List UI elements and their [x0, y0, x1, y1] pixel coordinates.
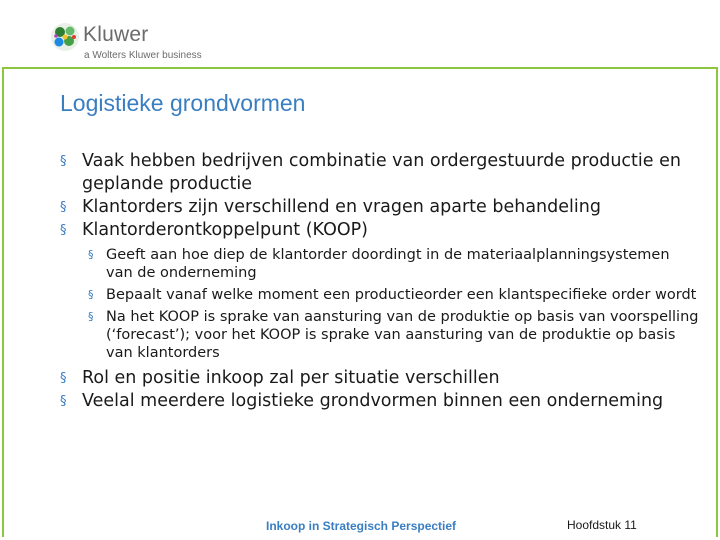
- slide-title: Logistieke grondvormen: [60, 90, 306, 116]
- bullet-text: Rol en positie inkoop zal per situatie verschillen: [82, 368, 500, 388]
- sub-bullet-text: Geeft aan hoe diep de klantorder doordingt in de materiaalplanningsystemen van de onderneming: [106, 247, 670, 281]
- kluwer-logo: [50, 20, 250, 64]
- bullet-icon: §: [60, 223, 67, 238]
- list-item: [60, 367, 700, 390]
- sub-list-item: [82, 308, 700, 362]
- logo-tagline: a Wolters Kluwer business: [84, 50, 202, 61]
- sub-bullet-text: Na het KOOP is sprake van aansturing van de produktie op basis van voorspelling (‘forecast’); voor het KOOP is sprake van aansturing van de produktie op basis van klantorders: [106, 309, 699, 361]
- bullet-icon: §: [60, 394, 67, 409]
- bullet-icon: §: [60, 371, 67, 386]
- bullet-list: [60, 150, 700, 413]
- sub-bullet-list: [82, 246, 700, 362]
- bullet-text: Klantorders zijn verschillend en vragen aparte behandeling: [82, 197, 601, 217]
- bullet-text: Vaak hebben bedrijven combinatie van ordergestuurde productie en geplande productie: [82, 151, 681, 194]
- bullet-text: Klantorderontkoppelpunt (KOOP): [82, 220, 369, 240]
- sub-list-item: [82, 246, 700, 282]
- kluwer-globe-icon: [50, 22, 80, 52]
- list-item: [60, 390, 700, 413]
- sub-bullet-icon: §: [88, 248, 94, 261]
- list-item: [60, 196, 700, 219]
- list-item: [60, 150, 700, 196]
- sub-bullet-text: Bepaalt vanaf welke moment een productieorder een klantspecifieke order wordt: [106, 287, 697, 303]
- bullet-icon: §: [60, 200, 67, 215]
- footer-title: Inkoop in Strategisch Perspectief: [266, 519, 457, 533]
- sub-bullet-icon: §: [88, 310, 94, 323]
- chapter-label: Hoofdstuk 11: [567, 518, 637, 532]
- sub-list-item: [82, 286, 700, 304]
- list-item: [60, 219, 700, 362]
- logo-name: Kluwer: [83, 23, 149, 46]
- sub-bullet-icon: §: [88, 288, 94, 301]
- bullet-text: Veelal meerdere logistieke grondvormen binnen een onderneming: [82, 391, 664, 411]
- bullet-icon: §: [60, 154, 67, 169]
